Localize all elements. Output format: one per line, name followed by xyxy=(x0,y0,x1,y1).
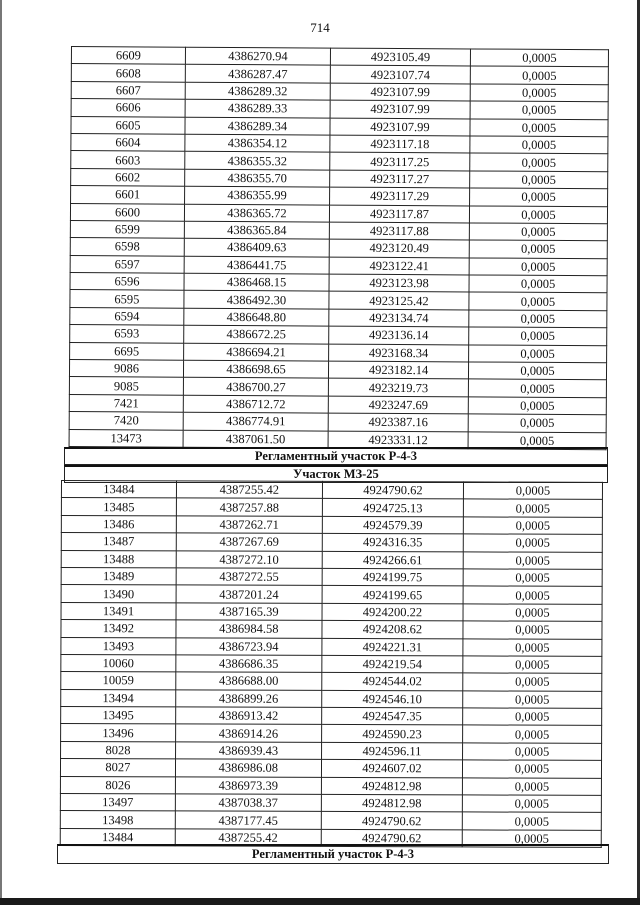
y-coordinate-cell: 4924547.35 xyxy=(322,707,463,725)
point-number-cell: 8027 xyxy=(60,759,175,777)
point-number-cell: 6601 xyxy=(71,186,185,204)
x-coordinate-cell: 4387177.45 xyxy=(175,811,321,829)
y-coordinate-cell: 4923125.42 xyxy=(329,292,469,310)
table-row xyxy=(61,515,602,534)
y-coordinate-cell: 4924200.22 xyxy=(322,603,463,621)
x-coordinate-cell: 4386914.26 xyxy=(175,724,321,742)
x-coordinate-cell: 4386289.34 xyxy=(185,117,330,135)
y-coordinate-cell: 4923120.49 xyxy=(329,239,469,257)
point-number-cell: 8026 xyxy=(60,776,175,794)
table-row xyxy=(61,602,602,621)
x-coordinate-cell: 4386913.42 xyxy=(175,707,321,725)
x-coordinate-cell: 4386355.99 xyxy=(185,186,330,204)
table-row xyxy=(61,707,602,726)
point-number-cell: 13491 xyxy=(61,602,176,620)
point-number-cell: 9086 xyxy=(69,360,183,378)
table-row xyxy=(60,811,601,830)
y-coordinate-cell: 4924199.65 xyxy=(322,586,463,604)
table-row xyxy=(61,672,602,691)
point-number-cell: 6599 xyxy=(70,220,184,238)
x-coordinate-cell: 4386939.43 xyxy=(175,742,321,760)
point-number-cell: 13487 xyxy=(61,533,176,551)
x-coordinate-cell: 4386289.32 xyxy=(185,82,330,100)
y-coordinate-cell: 4924546.10 xyxy=(322,690,463,708)
x-coordinate-cell: 4387165.39 xyxy=(176,603,322,621)
error-cell: 0,0005 xyxy=(463,673,602,691)
x-coordinate-cell: 4386986.08 xyxy=(175,759,321,777)
table-row xyxy=(61,741,602,760)
section-title-reglament: Регламентный участок Р-4-3 xyxy=(64,447,608,465)
error-cell: 0,0005 xyxy=(469,292,607,310)
x-coordinate-cell: 4386355.32 xyxy=(185,152,330,170)
y-coordinate-cell: 4923105.49 xyxy=(330,48,470,66)
point-number-cell: 6596 xyxy=(70,273,184,291)
point-number-cell: 6604 xyxy=(71,133,185,151)
error-cell: 0,0005 xyxy=(463,691,602,709)
error-cell: 0,0005 xyxy=(469,205,607,223)
point-number-cell: 6593 xyxy=(70,325,184,343)
error-cell: 0,0005 xyxy=(468,379,606,397)
x-coordinate-cell: 4386698.65 xyxy=(183,360,328,378)
x-coordinate-cell: 4386700.27 xyxy=(183,378,328,396)
error-cell: 0,0005 xyxy=(469,258,607,276)
x-coordinate-cell: 4386712.72 xyxy=(183,395,328,413)
point-number-cell: 6600 xyxy=(70,203,184,221)
x-coordinate-cell: 4387262.71 xyxy=(176,516,322,534)
error-cell: 0,0005 xyxy=(469,345,607,363)
x-coordinate-cell: 4387038.37 xyxy=(175,794,321,812)
y-coordinate-cell: 4923122.41 xyxy=(329,257,469,275)
table-row xyxy=(61,689,602,708)
x-coordinate-cell: 4387267.69 xyxy=(176,533,322,551)
error-cell: 0,0005 xyxy=(463,534,602,552)
y-coordinate-cell: 4923247.69 xyxy=(328,396,468,414)
error-cell: 0,0005 xyxy=(462,812,601,830)
error-cell: 0,0005 xyxy=(469,310,607,328)
table-row xyxy=(61,724,602,743)
error-cell: 0,0005 xyxy=(463,517,602,535)
y-coordinate-cell: 4924316.35 xyxy=(322,534,463,552)
point-number-cell: 6602 xyxy=(71,168,185,186)
x-coordinate-cell: 4386409.63 xyxy=(184,238,329,256)
table-row xyxy=(60,776,601,795)
point-number-cell: 13497 xyxy=(60,794,175,812)
point-number-cell: 13473 xyxy=(69,429,183,447)
coordinates-table-bottom xyxy=(60,480,603,848)
error-cell: 0,0005 xyxy=(463,482,602,500)
section-title-uchastok: Участок МЗ-25 xyxy=(64,465,608,483)
error-cell: 0,0005 xyxy=(468,397,606,415)
y-coordinate-cell: 4924219.54 xyxy=(322,655,463,673)
table-row xyxy=(61,567,602,586)
table-row xyxy=(61,654,602,673)
error-cell: 0,0005 xyxy=(463,621,602,639)
point-number-cell: 7421 xyxy=(69,394,183,412)
x-coordinate-cell: 4386774.91 xyxy=(183,412,328,430)
point-number-cell: 13498 xyxy=(60,811,175,829)
point-number-cell: 6598 xyxy=(70,238,184,256)
x-coordinate-cell: 4387255.42 xyxy=(175,829,321,847)
error-cell: 0,0005 xyxy=(462,830,601,848)
x-coordinate-cell: 4386688.00 xyxy=(176,672,322,690)
table-row xyxy=(61,620,602,639)
error-cell: 0,0005 xyxy=(469,223,607,241)
x-coordinate-cell: 4386899.26 xyxy=(176,690,322,708)
table-row xyxy=(61,498,602,517)
point-number-cell: 10060 xyxy=(61,654,176,672)
point-number-cell: 6695 xyxy=(70,342,184,360)
x-coordinate-cell: 4386355.70 xyxy=(185,169,330,187)
y-coordinate-cell: 4924790.62 xyxy=(322,481,463,499)
table-row xyxy=(61,481,602,500)
x-coordinate-cell: 4386354.12 xyxy=(185,134,330,152)
point-number-cell: 6603 xyxy=(71,151,185,169)
y-coordinate-cell: 4923136.14 xyxy=(329,326,469,344)
x-coordinate-cell: 4386441.75 xyxy=(184,256,329,274)
point-number-cell: 13494 xyxy=(61,689,176,707)
error-cell: 0,0005 xyxy=(463,499,602,517)
x-coordinate-cell: 4386492.30 xyxy=(184,291,329,309)
error-cell: 0,0005 xyxy=(470,66,608,84)
error-cell: 0,0005 xyxy=(470,153,608,171)
error-cell: 0,0005 xyxy=(463,656,602,674)
y-coordinate-cell: 4924790.62 xyxy=(321,812,462,830)
point-number-cell: 13493 xyxy=(61,637,176,655)
x-coordinate-cell: 4387272.55 xyxy=(176,568,322,586)
y-coordinate-cell: 4923387.16 xyxy=(328,413,468,431)
table-row xyxy=(61,550,602,569)
x-coordinate-cell: 4386289.33 xyxy=(185,99,330,117)
x-coordinate-cell: 4386723.94 xyxy=(176,637,322,655)
point-number-cell: 6594 xyxy=(70,307,184,325)
error-cell: 0,0005 xyxy=(469,327,607,345)
table-row xyxy=(60,794,601,813)
x-coordinate-cell: 4386287.47 xyxy=(185,65,330,83)
y-coordinate-cell: 4923117.87 xyxy=(329,205,469,223)
y-coordinate-cell: 4924199.75 xyxy=(322,568,463,586)
x-coordinate-cell: 4386648.80 xyxy=(184,308,329,326)
y-coordinate-cell: 4924812.98 xyxy=(321,794,462,812)
error-cell: 0,0005 xyxy=(470,171,608,189)
section-title-reglament-end: Регламентный участок Р-4-3 xyxy=(57,844,609,864)
y-coordinate-cell: 4923219.73 xyxy=(328,379,468,397)
point-number-cell: 13485 xyxy=(61,498,176,516)
point-number-cell: 7420 xyxy=(69,412,183,430)
y-coordinate-cell: 4924579.39 xyxy=(322,516,463,534)
y-coordinate-cell: 4923107.99 xyxy=(330,83,470,101)
error-cell: 0,0005 xyxy=(470,84,608,102)
y-coordinate-cell: 4924812.98 xyxy=(321,777,462,795)
point-number-cell: 6606 xyxy=(71,99,185,117)
point-number-cell: 6609 xyxy=(71,47,185,65)
point-number-cell: 6607 xyxy=(71,81,185,99)
error-cell: 0,0005 xyxy=(470,136,608,154)
y-coordinate-cell: 4923134.74 xyxy=(329,309,469,327)
error-cell: 0,0005 xyxy=(469,275,607,293)
y-coordinate-cell: 4923331.12 xyxy=(328,431,468,449)
error-cell: 0,0005 xyxy=(468,432,606,450)
point-number-cell: 13484 xyxy=(61,481,176,499)
point-number-cell: 6608 xyxy=(71,64,185,82)
y-coordinate-cell: 4924266.61 xyxy=(322,551,463,569)
error-cell: 0,0005 xyxy=(469,240,607,258)
x-coordinate-cell: 4386468.15 xyxy=(184,273,329,291)
error-cell: 0,0005 xyxy=(470,101,608,119)
y-coordinate-cell: 4923182.14 xyxy=(328,361,468,379)
y-coordinate-cell: 4923107.74 xyxy=(330,65,470,83)
error-cell: 0,0005 xyxy=(463,638,602,656)
table-row xyxy=(60,759,601,778)
point-number-cell: 13486 xyxy=(61,515,176,533)
point-number-cell: 6597 xyxy=(70,255,184,273)
point-number-cell: 13495 xyxy=(61,707,176,725)
y-coordinate-cell: 4923123.98 xyxy=(329,274,469,292)
y-coordinate-cell: 4923107.99 xyxy=(330,100,470,118)
error-cell: 0,0005 xyxy=(462,760,601,778)
point-number-cell: 10059 xyxy=(61,672,176,690)
error-cell: 0,0005 xyxy=(463,551,602,569)
y-coordinate-cell: 4924596.11 xyxy=(321,742,462,760)
y-coordinate-cell: 4923117.29 xyxy=(330,187,470,205)
y-coordinate-cell: 4924590.23 xyxy=(322,725,463,743)
y-coordinate-cell: 4924790.62 xyxy=(321,829,462,847)
point-number-cell: 13490 xyxy=(61,585,176,603)
coordinates-table-top xyxy=(69,46,609,450)
x-coordinate-cell: 4386270.94 xyxy=(185,47,330,65)
y-coordinate-cell: 4923117.25 xyxy=(330,152,470,170)
error-cell: 0,0005 xyxy=(463,604,602,622)
x-coordinate-cell: 4386365.84 xyxy=(184,221,329,239)
scan-edge-left xyxy=(0,0,2,905)
point-number-cell: 6595 xyxy=(70,290,184,308)
section-headers xyxy=(64,447,608,483)
x-coordinate-cell: 4386672.25 xyxy=(184,325,329,343)
table-row xyxy=(61,533,602,552)
page-number: 714 xyxy=(310,20,330,35)
error-cell: 0,0005 xyxy=(463,725,602,743)
point-number-cell: 8028 xyxy=(61,741,176,759)
y-coordinate-cell: 4924544.02 xyxy=(322,673,463,691)
error-cell: 0,0005 xyxy=(468,362,606,380)
point-number-cell: 6605 xyxy=(71,116,185,134)
y-coordinate-cell: 4924221.31 xyxy=(322,638,463,656)
scan-edge-bottom xyxy=(0,898,640,905)
error-cell: 0,0005 xyxy=(462,743,601,761)
x-coordinate-cell: 4387272.10 xyxy=(176,550,322,568)
error-cell: 0,0005 xyxy=(463,708,602,726)
table-row xyxy=(61,637,602,656)
table-row xyxy=(61,585,602,604)
y-coordinate-cell: 4924607.02 xyxy=(321,760,462,778)
point-number-cell: 9085 xyxy=(69,377,183,395)
error-cell: 0,0005 xyxy=(470,119,608,137)
point-number-cell: 13488 xyxy=(61,550,176,568)
x-coordinate-cell: 4386973.39 xyxy=(175,777,321,795)
error-cell: 0,0005 xyxy=(463,586,602,604)
x-coordinate-cell: 4387257.88 xyxy=(176,498,322,516)
error-cell: 0,0005 xyxy=(462,778,601,796)
error-cell: 0,0005 xyxy=(470,188,608,206)
x-coordinate-cell: 4387201.24 xyxy=(176,585,322,603)
point-number-cell: 13492 xyxy=(61,620,176,638)
point-number-cell: 13489 xyxy=(61,567,176,585)
error-cell: 0,0005 xyxy=(470,49,608,67)
y-coordinate-cell: 4923107.99 xyxy=(330,118,470,136)
x-coordinate-cell: 4387061.50 xyxy=(183,430,328,448)
y-coordinate-cell: 4923117.27 xyxy=(330,170,470,188)
error-cell: 0,0005 xyxy=(463,569,602,587)
y-coordinate-cell: 4923117.18 xyxy=(330,135,470,153)
error-cell: 0,0005 xyxy=(468,414,606,432)
y-coordinate-cell: 4923117.88 xyxy=(329,222,469,240)
x-coordinate-cell: 4386694.21 xyxy=(184,343,329,361)
x-coordinate-cell: 4386984.58 xyxy=(176,620,322,638)
point-number-cell: 13496 xyxy=(61,724,176,742)
x-coordinate-cell: 4387255.42 xyxy=(176,481,322,499)
x-coordinate-cell: 4386365.72 xyxy=(184,204,329,222)
point-number-cell: 13484 xyxy=(60,828,175,846)
y-coordinate-cell: 4924725.13 xyxy=(322,499,463,517)
y-coordinate-cell: 4924208.62 xyxy=(322,621,463,639)
y-coordinate-cell: 4923168.34 xyxy=(329,344,469,362)
x-coordinate-cell: 4386686.35 xyxy=(176,655,322,673)
error-cell: 0,0005 xyxy=(462,795,601,813)
